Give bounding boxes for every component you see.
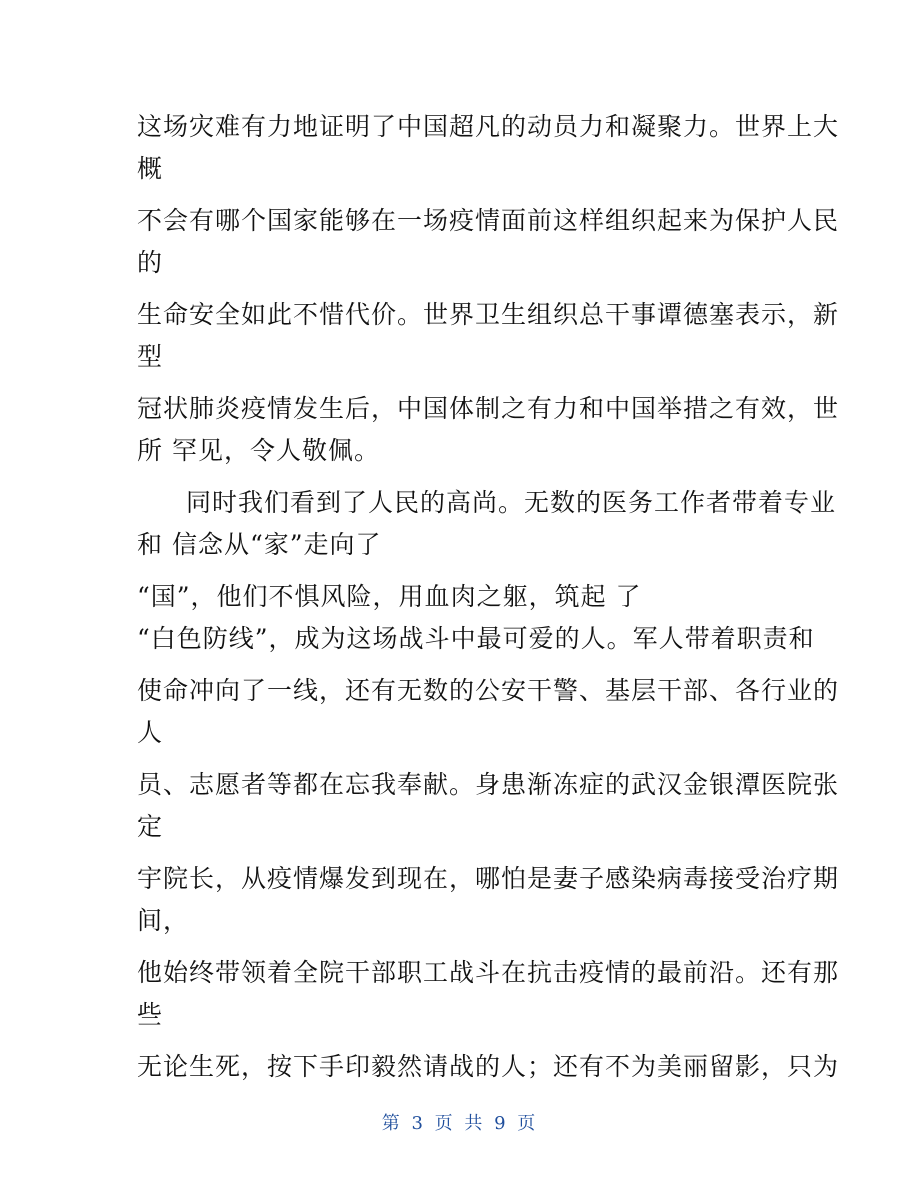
text-line: 使命冲向了一线，还有无数的公安干警、基层干部、各行业的 [137,676,840,705]
text-line: 和 信念从“家”走向了 [137,530,382,559]
text-line: 型 [137,342,164,371]
text-line: “国”，他们不惧风险，用血肉之躯，筑起 了 [137,582,642,611]
text-line: “白色防线”，成为这场战斗中最可爱的人。军人带着职责和 [137,624,815,653]
text-line: 这场灾难有力地证明了中国超凡的动员力和凝聚力。世界上大 [137,112,840,141]
text-line: 生命安全如此不惜代价。世界卫生组织总干事谭德塞表示，新 [137,300,840,329]
text-line: 他始终带领着全院干部职工战斗在抗击疫情的最前沿。还有那 [137,958,840,987]
page-number-footer: 第 3 页 共 9 页 [381,1113,539,1134]
paragraph-first-line: 同时我们看到了人民的高尚。无数的医务工作者带着专业 [186,488,837,517]
text-line: 所 罕见，令人敬佩。 [137,436,380,465]
text-line: 概 [137,154,164,183]
text-line: 人 [137,718,164,747]
text-line: 不会有哪个国家能够在一场疫情面前这样组织起来为保护人民 [137,206,840,235]
text-line: 间， [137,906,190,935]
text-line: 冠状肺炎疫情发生后，中国体制之有力和中国举措之有效，世 [137,394,840,423]
text-line: 些 [137,1000,164,1029]
text-line: 的 [137,248,164,277]
text-line: 定 [137,812,164,841]
text-line: 无论生死，按下手印毅然请战的人；还有不为美丽留影，只为 [137,1052,840,1081]
text-line: 宇院长，从疫情爆发到现在，哪怕是妻子感染病毒接受治疗期 [137,864,840,893]
text-line: 员、志愿者等都在忘我奉献。身患渐冻症的武汉金银潭医院张 [137,770,840,799]
